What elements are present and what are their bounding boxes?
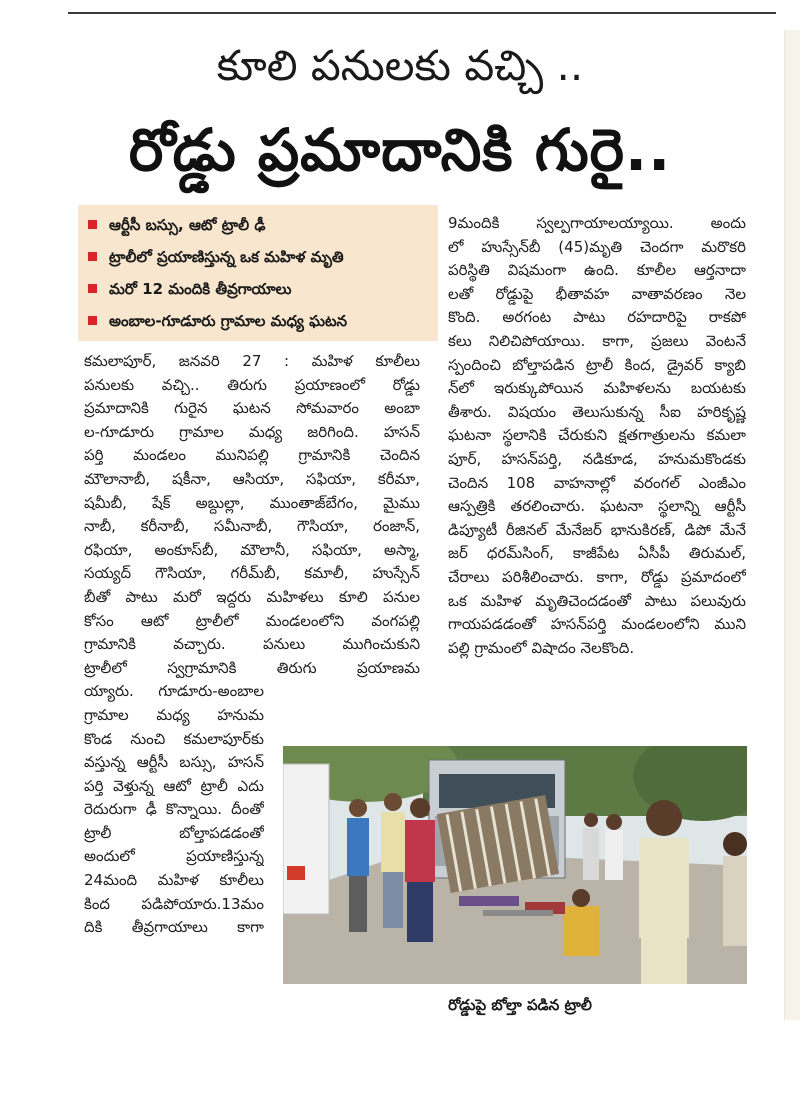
body-text-line: లో హుస్సేన్‌బీ (45)మృతి చెందగా మరొకరి (448, 237, 746, 256)
body-text-line: పనులకు వచ్చి.. తిరుగు ప్రయాణంలో రోడ్డు (84, 375, 420, 394)
highlights-box (78, 205, 438, 341)
body-text-line: లతో రోడ్డుపై భీతావహ వాతావరణం నెల (448, 284, 746, 303)
highlight-item (88, 247, 344, 267)
body-text-line: పూర్, హసన్‌పర్తి, నడికూడ, హనుమకొండకు (448, 449, 746, 468)
top-rule (68, 12, 776, 14)
body-text-line: కలు నిలిచిపోయాయి. కాగా, ప్రజలు వెంటనే (448, 331, 746, 350)
body-text-line: సయ్యద్ గౌసియా, గరీమ్‌బీ, కమాలీ, హుస్సేన్ (84, 564, 420, 583)
highlight-item (88, 279, 292, 299)
accident-photo (283, 746, 747, 984)
body-text-line: ల-గూడూరు గ్రామాల మధ్య జరిగింది. హసన్ (84, 422, 420, 441)
body-text-line: రెదురుగా ఢీ కొన్నాయి. దీంతో (84, 800, 264, 819)
body-text-line: 9మందికి స్వల్పగాయాలయ్యాయి. అందు (448, 214, 746, 232)
body-text-line: వస్తున్న ఆర్టీసీ బస్సు, హసన్ (84, 753, 264, 772)
highlight-item (88, 215, 265, 235)
body-text-line: కొంది. అరగంట పాటు రహదారిపై రాకపో (448, 308, 746, 327)
body-text-line: కమలాపూర్, జనవరి 27 : మహిళ కూలీలు (84, 352, 420, 370)
body-text-line: చేరాలు పరిశీలించారు. కాగా, రోడ్డు ప్రమాదంలో (448, 567, 746, 586)
body-text-line: ట్రాలీ బోల్తాపడడంతో (84, 823, 264, 842)
highlight-text: మరో 12 మందికి తీవ్రగాయాలు (109, 280, 292, 298)
body-text-line: గాయపడడంతో హసన్‌పర్తి మండలంలోని ముని (448, 615, 746, 634)
body-text-line: డిప్యూటీ రీజినల్ మేనేజర్ భానుకిరణ్, డిపో మేనే (448, 520, 746, 539)
body-text-line: పరిస్థితి విషమంగా ఉంది. కూలీల ఆర్తనాదా (448, 261, 746, 280)
accident-scene-image (283, 746, 747, 984)
body-text-line: కోసం ఆటో ట్రాలీలో మండలంలోని వంగపల్లి (84, 611, 420, 630)
body-text-line: కింద పడిపోయారు.13మం (84, 894, 264, 913)
bullet-icon (88, 220, 97, 229)
body-text-line: చెందిన 108 వాహనాల్లో వరంగల్ ఎంజీఎం (448, 473, 746, 492)
body-text-line: గ్రామానికి వచ్చారు. పనులు ముగించుకుని (84, 635, 420, 654)
body-text-line: 24మంది మహిళ కూలీలు (84, 871, 264, 890)
highlight-item (88, 311, 347, 331)
bullet-icon (88, 316, 97, 325)
body-text-line: పర్తి వెళ్తున్న ఆటో ట్రాలీ ఎదు (84, 776, 264, 795)
highlight-text: ట్రాలీలో ప్రయాణిస్తున్న ఒక మహిళ మృతి (109, 248, 344, 266)
bullet-icon (88, 284, 97, 293)
body-text-line: పర్తి మండలం మునిపల్లి గ్రామానికి చెందిన (84, 446, 420, 465)
body-text-line: ట్రాలీలో స్వగ్రామానికి తిరుగు ప్రయాణమ (84, 658, 420, 677)
body-text-line: య్యారు. గూడూరు-అంబాల (84, 682, 264, 701)
body-text-line: రఫియా, అంకూస్‌బీ, మౌలానీ, సఫియా, అస్మా, (84, 540, 420, 559)
body-text-line: పల్లి గ్రామంలో విషాదం నెలకొంది. (448, 638, 635, 657)
headline-line-2: రోడ్డు ప్రమాదానికి గురై.. (128, 116, 672, 184)
body-text-line: స్పందించి బోల్తాపడిన ట్రాలీ కింద, డ్రైవర్ క్యాబి (448, 355, 746, 374)
body-text-line: ఒక మహిళ మృతిచెందడంతో పాటు పలువురు (448, 591, 746, 610)
body-text-line: జర్ ధరమ్‌సింగ్, కాజీపేట ఏసీపీ తిరుమల్, (448, 544, 746, 563)
body-text-line: తీశారు. విషయం తెలుసుకున్న సీఐ హరికృష్ణ (448, 402, 746, 421)
body-text-line: మౌలానాబీ, షకీనా, ఆసియా, సఫియా, కరీమా, (84, 469, 420, 488)
bullet-icon (88, 252, 97, 261)
body-text-line: ఆస్పత్రికి తరలించారు. ఘటనా స్థలాన్ని ఆర్టీసీ (448, 497, 746, 516)
photo-caption: రోడ్డుపై బోల్తా పడిన ట్రాలీ (448, 996, 592, 1014)
body-text-line: బీతో పాటు మరో ఇద్దరు మహిళలు కూలి పనుల (84, 587, 420, 606)
body-right-column (448, 212, 746, 660)
body-text-line: షమీబీ, షేక్ అబ్దుల్లా, ముంతాజ్‌బేగం, మైము (84, 493, 420, 512)
highlight-text: ఆర్టీసీ బస్సు, ఆటో ట్రాలీ ఢీ (109, 216, 266, 234)
headline-line-1: కూలి పనులకు వచ్చి .. (216, 41, 584, 90)
body-text-line: న్‌లో ఇరుక్కుపోయిన మహిళలను బయటకు (448, 379, 746, 398)
highlight-text: అంబాల-గూడూరు గ్రామాల మధ్య ఘటన (109, 312, 348, 330)
body-text-line: ఘటనా స్థలానికి చేరుకుని క్షతగాత్రులను కమలా (448, 426, 746, 445)
body-text-line: నాబీ, కరీనాబీ, సమీనాబీ, గౌసియా, రంజాన్, (84, 517, 420, 536)
body-text-line: దికి తీవ్రగాయాలు కాగా (84, 918, 264, 937)
body-text-line: కొండ నుంచి కమలాపూర్‌కు (84, 729, 264, 748)
body-text-line: అందులో ప్రయాణిస్తున్న (84, 847, 264, 866)
body-text-line: ప్రమాదానికి గురైన ఘటన సోమవారం అంబా (84, 399, 420, 418)
body-text-line: గ్రామాల మధ్య హనుమ (84, 705, 264, 724)
